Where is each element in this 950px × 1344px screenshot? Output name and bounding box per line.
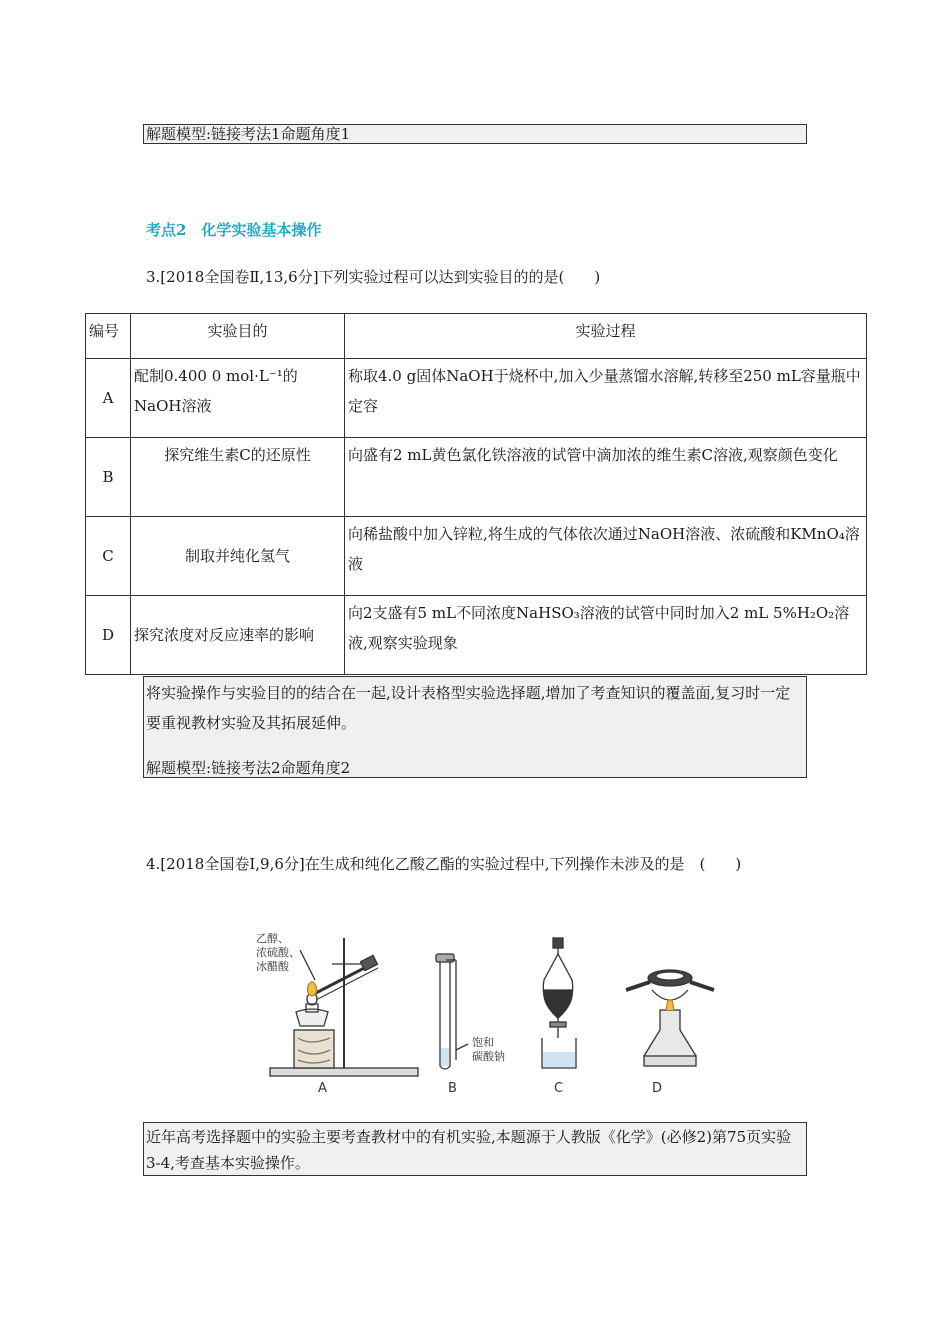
header-id: 编号 (86, 314, 131, 359)
table-row (86, 359, 867, 438)
apparatus-d (626, 970, 714, 1066)
analysis-box-2 (143, 676, 807, 778)
solution-model-box-1 (143, 124, 807, 144)
table-row (86, 438, 867, 517)
analysis-box-3 (143, 1122, 807, 1176)
question-4-stem: 4.[2018全国卷Ⅰ,9,6分]在生成和纯化乙酸乙酯的实验过程中,下列操作未涉及的是 ( ) (146, 855, 742, 873)
figure-label-c: C (554, 1081, 564, 1096)
tube-label-line: 饱和 (472, 1036, 494, 1049)
apparatus-b (436, 954, 505, 1069)
row-purpose: 探究浓度对反应速率的影响 (131, 596, 345, 675)
reagent-label-line: 冰醋酸 (256, 960, 289, 973)
header-purpose: 实验目的 (131, 314, 345, 359)
question-3-stem: 3.[2018全国卷Ⅱ,13,6分]下列实验过程可以达到实验目的的是( ) (146, 268, 601, 286)
figure-label-b: B (448, 1081, 457, 1096)
row-process: 向稀盐酸中加入锌粒,将生成的气体依次通过NaOH溶液、浓硫酸和KMnO₄溶液 (345, 517, 867, 596)
apparatus-figure (240, 930, 720, 1100)
row-purpose: 探究维生素C的还原性 (131, 438, 345, 517)
reagent-label-line: 浓硫酸、 (256, 946, 300, 959)
row-purpose: 配制0.400 0 mol·L⁻¹的NaOH溶液 (131, 359, 345, 438)
row-id: D (86, 596, 131, 675)
reagent-label-line: 乙醇、 (256, 932, 289, 945)
row-purpose: 制取并纯化氢气 (131, 517, 345, 596)
header-process: 实验过程 (345, 314, 867, 359)
table-header-row (86, 314, 867, 359)
solution-model-text-2: 解题模型:链接考法2命题角度2 (146, 759, 351, 777)
figure-label-d: D (652, 1081, 663, 1096)
solution-model-text-1: 解题模型:链接考法1命题角度1 (146, 125, 351, 143)
section-title: 考点2 化学实验基本操作 (146, 221, 322, 239)
row-process: 向盛有2 mL黄色氯化铁溶液的试管中滴加浓的维生素C溶液,观察颜色变化 (345, 438, 867, 517)
row-id: B (86, 438, 131, 517)
figure-label-a: A (318, 1081, 327, 1096)
tube-label-line: 碳酸钠 (472, 1050, 505, 1063)
analysis-note-3: 近年高考选择题中的实验主要考查教材中的有机实验,本题源于人教版《化学》(必修2)第75页实验3-4,考查基本实验操作。 (146, 1128, 792, 1172)
row-process: 向2支盛有5 mL不同浓度NaHSO₃溶液的试管中同时加入2 mL 5%H₂O₂溶液,观察实验现象 (345, 596, 867, 675)
row-process: 称取4.0 g固体NaOH于烧杯中,加入少量蒸馏水溶解,转移至250 mL容量瓶中定容 (345, 359, 867, 438)
table-row (86, 596, 867, 675)
apparatus-a (256, 931, 418, 1076)
apparatus-c (542, 938, 576, 1068)
experiment-table (85, 313, 867, 675)
row-id: A (86, 359, 131, 438)
table-row (86, 517, 867, 596)
analysis-note-2: 将实验操作与实验目的的结合在一起,设计表格型实验选择题,增加了考查知识的覆盖面,复习时一定要重视教材实验及其拓展延伸。 (146, 684, 791, 732)
row-id: C (86, 517, 131, 596)
